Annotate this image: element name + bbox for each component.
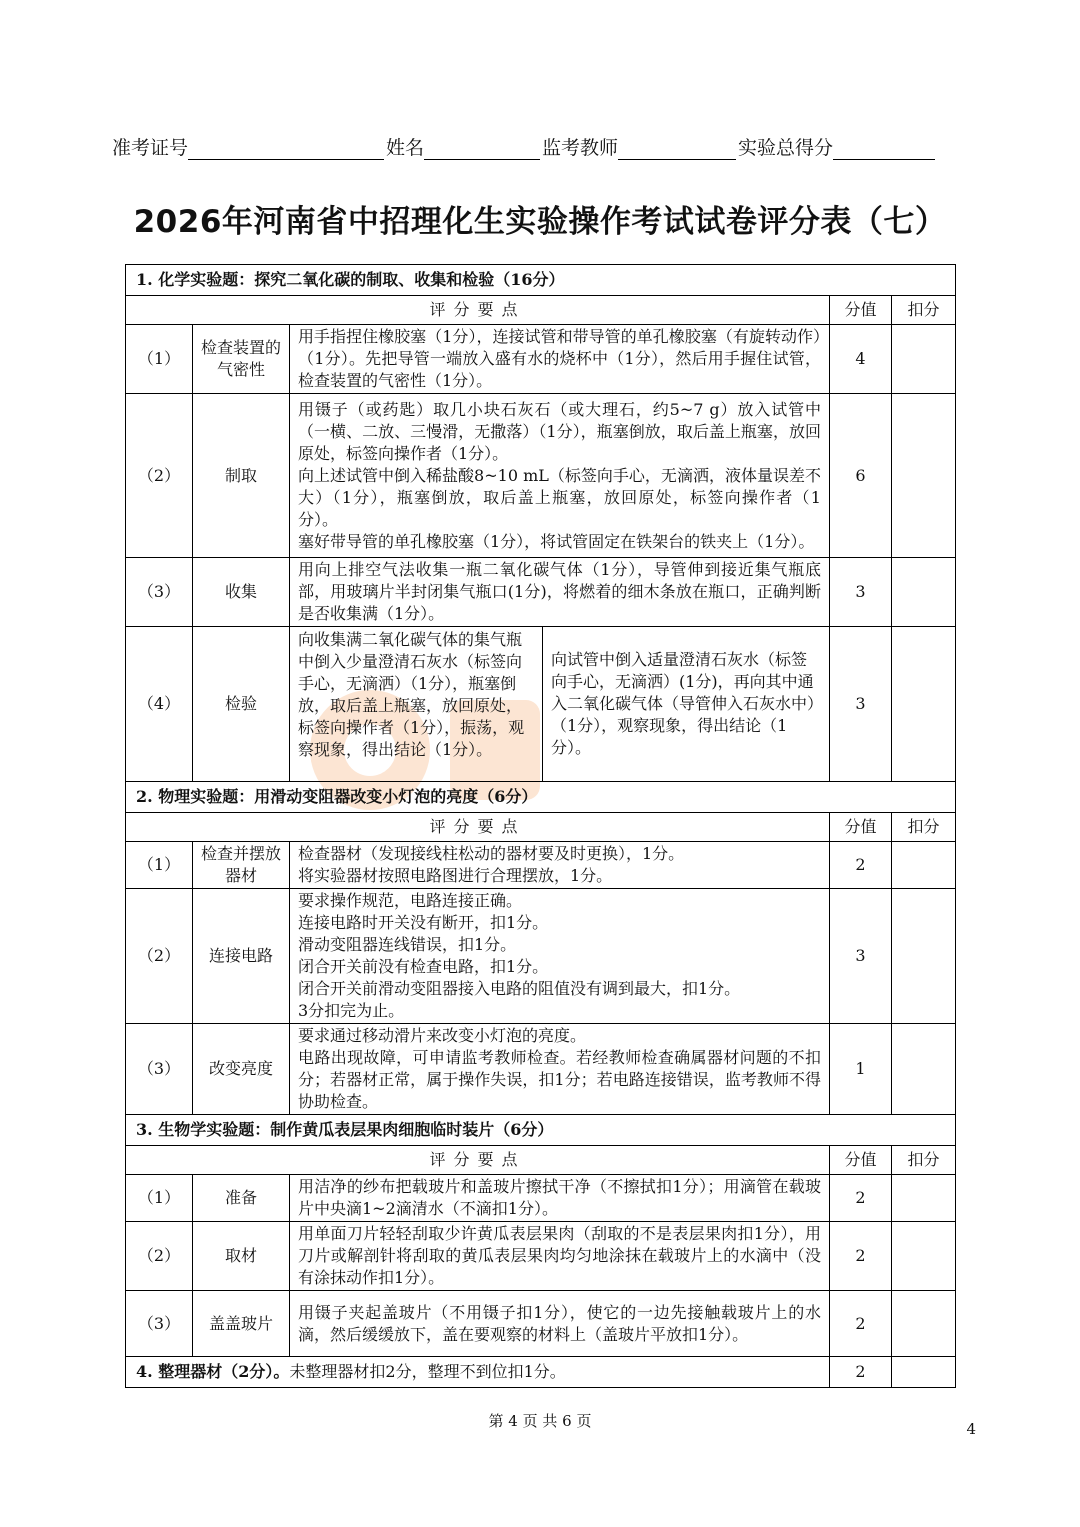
tidy-description: 未整理器材扣2分，整理不到位扣1分。	[289, 1362, 566, 1381]
description-line: 闭合开关前滑动变阻器接入电路的阻值没有调到最大，扣1分。	[298, 979, 741, 998]
row-number: （3）	[126, 558, 193, 627]
description-line: 连接电路时开关没有断开，扣1分。	[298, 913, 549, 932]
table-row	[126, 1175, 956, 1222]
row-number: （1）	[126, 325, 193, 394]
description-line: 闭合开关前没有检查电路，扣1分。	[298, 957, 549, 976]
row-score: 2	[830, 1222, 892, 1291]
deduct-cell[interactable]	[892, 325, 956, 394]
col-header-points: 评分要点	[126, 813, 830, 842]
row-score: 2	[830, 1291, 892, 1357]
row-score: 3	[830, 889, 892, 1024]
description-line: 塞好带导管的单孔橡胶塞（1分），将试管固定在铁架台的铁夹上（1分）。	[298, 531, 815, 551]
row-item: 准备	[193, 1175, 290, 1222]
row-description	[290, 842, 830, 889]
row-description	[290, 627, 830, 782]
row-number: （1）	[126, 1175, 193, 1222]
col-header-value: 分值	[830, 296, 892, 325]
row-description	[290, 1024, 830, 1115]
table-row	[126, 1291, 956, 1357]
total-score-label: 实验总得分	[738, 137, 834, 159]
row-number: （2）	[126, 889, 193, 1024]
description-line: 用镊子（或药匙）取几小块石灰石（或大理石，约5~7 g）放入试管中（一横、二放、三慢滑，无撒落）（1分），瓶塞倒放，取后盖上瓶塞，放回原处，标签向操作者（1分）。	[298, 399, 821, 463]
row-number: （3）	[126, 1291, 193, 1357]
deduct-cell[interactable]	[892, 394, 956, 558]
page-footer: 第 4 页 共 6 页	[488, 1412, 592, 1430]
deduct-cell[interactable]	[892, 842, 956, 889]
col-header-deduct: 扣分	[892, 296, 956, 325]
row-item: 连接电路	[193, 889, 290, 1024]
deduct-cell[interactable]	[892, 1024, 956, 1115]
row-score: 2	[830, 1175, 892, 1222]
row-item: 改变亮度	[193, 1024, 290, 1115]
deduct-cell[interactable]	[892, 1175, 956, 1222]
row-description: 用镊子夹起盖玻片（不用镊子扣1分），使它的一边先接触载玻片上的水滴，然后缓缓放下，盖在要观察的材料上（盖玻片平放扣1分）。	[290, 1291, 830, 1357]
exam-number-field[interactable]	[188, 137, 384, 160]
row-score: 3	[830, 558, 892, 627]
scoring-table	[125, 264, 956, 1388]
name-field[interactable]	[424, 137, 540, 160]
section-title-chemistry: 1. 化学实验题：探究二氧化碳的制取、收集和检验（16分）	[126, 265, 956, 296]
table-row	[126, 889, 956, 1024]
deduct-cell[interactable]	[892, 1357, 956, 1388]
row-item: 盖盖玻片	[193, 1291, 290, 1357]
table-row	[126, 325, 956, 394]
col-header-value: 分值	[830, 1146, 892, 1175]
col-header-deduct: 扣分	[892, 813, 956, 842]
candidate-info-header	[112, 130, 978, 160]
col-header-points: 评分要点	[126, 1146, 830, 1175]
page-title: 2026年河南省中招理化生实验操作考试试卷评分表（七）	[133, 204, 947, 240]
row-score: 6	[830, 394, 892, 558]
description-left: 向收集满二氧化碳气体的集气瓶中倒入少量澄清石灰水（标签向手心，无滴洒）（1分），瓶塞倒放，取后盖上瓶塞，放回原处，标签向操作者（1分），振荡，观察现象，得出结论（1分）。	[290, 627, 543, 781]
row-description: 用单面刀片轻轻刮取少许黄瓜表层果肉（刮取的不是表层果肉扣1分），用刀片或解剖针将刮取的黄瓜表层果肉均匀地涂抹在载玻片上的水滴中（没有涂抹动作扣1分）。	[290, 1222, 830, 1291]
row-item: 检验	[193, 627, 290, 782]
page-number: 4	[966, 1420, 976, 1438]
row-item: 取材	[193, 1222, 290, 1291]
row-score: 4	[830, 325, 892, 394]
description-line: 滑动变阻器连线错误，扣1分。	[298, 935, 517, 954]
row-number: （3）	[126, 1024, 193, 1115]
col-header-value: 分值	[830, 813, 892, 842]
col-header-deduct: 扣分	[892, 1146, 956, 1175]
table-row	[126, 394, 956, 558]
row-description: 用洁净的纱布把载玻片和盖玻片擦拭干净（不擦拭扣1分）；用滴管在载玻片中央滴1~2滴清水（不滴扣1分）。	[290, 1175, 830, 1222]
description-line: 要求通过移动滑片来改变小灯泡的亮度。	[298, 1026, 587, 1045]
total-score-field[interactable]	[833, 137, 935, 160]
row-number: （2）	[126, 1222, 193, 1291]
description-line: 电路出现故障，可申请监考教师检查。若经教师检查确属器材问题的不扣分；若器材正常，属于操作失误，扣1分；若电路连接错误，监考教师不得协助检查。	[298, 1048, 821, 1111]
deduct-cell[interactable]	[892, 1222, 956, 1291]
description-line: 检查器材（发现接线柱松动的器材要及时更换），1分。	[298, 844, 685, 863]
row-description	[290, 889, 830, 1024]
row-description: 用手指捏住橡胶塞（1分），连接试管和带导管的单孔橡胶塞（有旋转动作）（1分）。先把导管一端放入盛有水的烧杯中（1分），然后用手握住试管，检查装置的气密性（1分）。	[290, 325, 830, 394]
section-title-physics: 2. 物理实验题：用滑动变阻器改变小灯泡的亮度（6分）	[126, 782, 956, 813]
row-score: 1	[830, 1024, 892, 1115]
row-number: （2）	[126, 394, 193, 558]
section-title-tidy	[126, 1357, 830, 1388]
row-score: 3	[830, 627, 892, 782]
row-item: 检查并摆放器材	[193, 842, 290, 889]
table-row	[126, 1357, 956, 1388]
table-row	[126, 842, 956, 889]
exam-number-label: 准考证号	[112, 137, 189, 159]
name-label: 姓名	[386, 137, 425, 159]
row-item: 制取	[193, 394, 290, 558]
deduct-cell[interactable]	[892, 558, 956, 627]
description-line: 要求操作规范，电路连接正确。	[298, 891, 523, 910]
description-line: 3分扣完为止。	[298, 1001, 405, 1020]
row-number: （1）	[126, 842, 193, 889]
description-line: 向上述试管中倒入稀盐酸8~10 mL（标签向手心，无滴洒，液体量误差不大）（1分），瓶塞倒放，取后盖上瓶塞，放回原处，标签向操作者（1分）。	[298, 465, 821, 529]
row-description	[290, 394, 830, 558]
table-row	[126, 1222, 956, 1291]
description-right: 向试管中倒入适量澄清石灰水（标签向手心，无滴洒）(1分)，再向其中通入二氧化碳气体（导管伸入石灰水中）（1分），观察现象，得出结论（1分）。	[551, 650, 816, 757]
deduct-cell[interactable]	[892, 1291, 956, 1357]
table-row	[126, 558, 956, 627]
row-score: 2	[830, 1357, 892, 1388]
proctor-label: 监考教师	[542, 137, 619, 159]
table-row	[126, 627, 956, 782]
tidy-title: 4. 整理器材（2分）。	[136, 1362, 290, 1381]
description-line: 将实验器材按照电路图进行合理摆放，1分。	[298, 866, 613, 885]
row-item: 检查装置的气密性	[193, 325, 290, 394]
deduct-cell[interactable]	[892, 627, 956, 782]
table-row	[126, 1024, 956, 1115]
row-score: 2	[830, 842, 892, 889]
deduct-cell[interactable]	[892, 889, 956, 1024]
row-number: （4）	[126, 627, 193, 782]
row-description: 用向上排空气法收集一瓶二氧化碳气体（1分），导管伸到接近集气瓶底部，用玻璃片半封闭集气瓶口(1分)，将燃着的细木条放在瓶口，正确判断是否收集满（1分）。	[290, 558, 830, 627]
proctor-field[interactable]	[618, 137, 736, 160]
col-header-points: 评分要点	[126, 296, 830, 325]
section-title-biology: 3. 生物学实验题：制作黄瓜表层果肉细胞临时装片（6分）	[126, 1115, 956, 1146]
row-item: 收集	[193, 558, 290, 627]
